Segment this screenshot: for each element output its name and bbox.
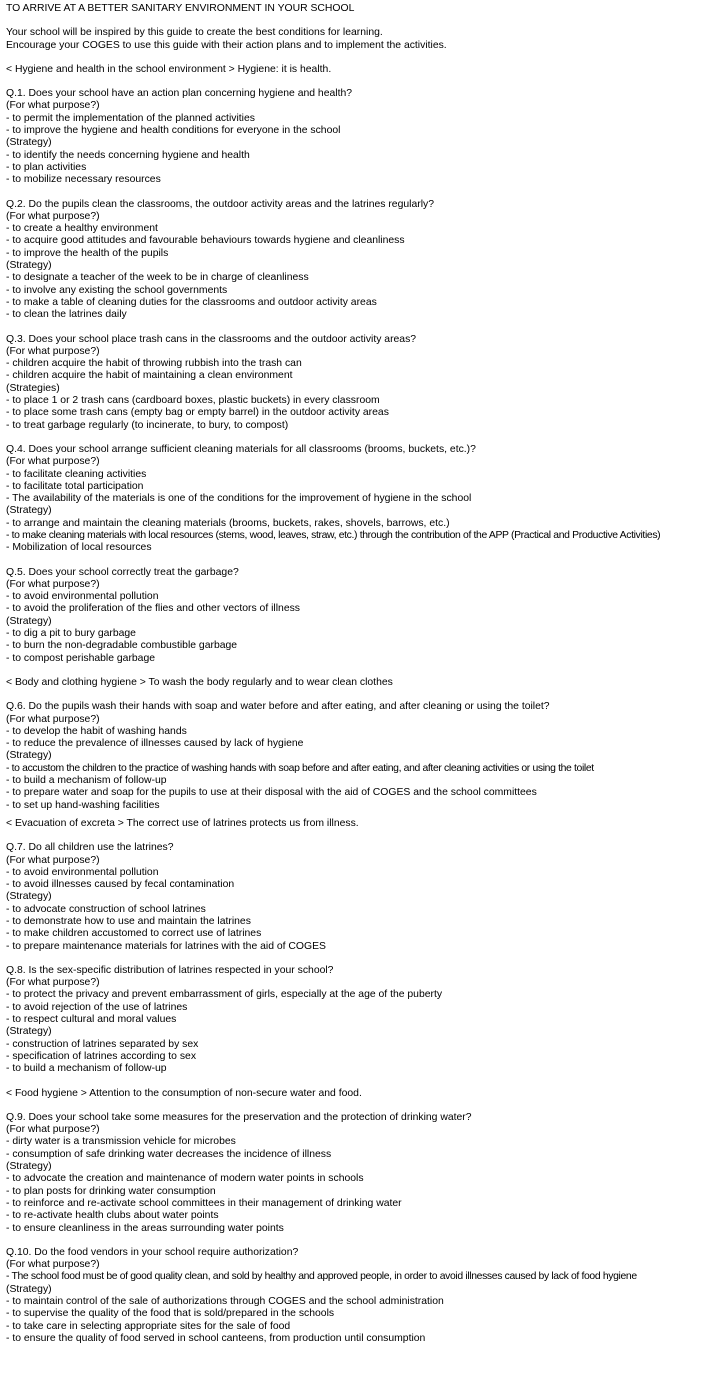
question-heading: Q.8. Is the sex-specific distribution of latrines respected in your school? xyxy=(6,964,334,976)
subheading-label: (Strategy) xyxy=(6,1026,52,1038)
bullet-item: - to improve the health of the pupils xyxy=(6,247,169,259)
bullet-item: - to facilitate cleaning activities xyxy=(6,468,147,480)
bullet-item: - to take care in selecting appropriate sites for the sale of food xyxy=(6,1320,291,1332)
subheading-label: (For what purpose?) xyxy=(6,210,100,222)
question-heading: Q.5. Does your school correctly treat the garbage? xyxy=(6,566,239,578)
subheading-label: (For what purpose?) xyxy=(6,100,100,112)
subheading-label: (For what purpose?) xyxy=(6,345,100,357)
question-heading: Q.4. Does your school arrange sufficient cleaning materials for all classrooms (brooms, buckets, etc.)? xyxy=(6,443,476,455)
bullet-item: - children acquire the habit of maintaining a clean environment xyxy=(6,370,293,382)
bullet-item: - to accustom the children to the practice of washing hands with soap before and after eating, and after cleaning activities or using the toilet xyxy=(6,762,594,774)
bullet-item: - to reinforce and re-activate school committees in their management of drinking water xyxy=(6,1197,402,1209)
bullet-item: - to dig a pit to bury garbage xyxy=(6,628,136,640)
bullet-item: - The availability of the materials is one of the conditions for the improvement of hygiene in the school xyxy=(6,493,472,505)
subheading-label: (Strategy) xyxy=(6,137,52,149)
bullet-item: - to supervise the quality of the food that is sold/prepared in the schools xyxy=(6,1308,335,1320)
bullet-item: - to build a mechanism of follow-up xyxy=(6,1063,167,1075)
bullet-item: - to advocate construction of school latrines xyxy=(6,903,206,915)
section-heading: < Evacuation of excreta > The correct use of latrines protects us from illness. xyxy=(6,817,359,829)
bullet-item: - specification of latrines according to sex xyxy=(6,1050,197,1062)
intro-line: Your school will be inspired by this guide to create the best conditions for learning. xyxy=(6,27,383,39)
bullet-item: - to create a healthy environment xyxy=(6,223,158,235)
subheading-label: (Strategy) xyxy=(6,615,52,627)
bullet-item: - Mobilization of local resources xyxy=(6,542,152,554)
bullet-item: - to avoid environmental pollution xyxy=(6,591,159,603)
bullet-item: - to treat garbage regularly (to incinerate, to bury, to compost) xyxy=(6,419,289,431)
question-heading: Q.10. Do the food vendors in your school require authorization? xyxy=(6,1246,299,1258)
subheading-label: (Strategy) xyxy=(6,891,52,903)
bullet-item: - to avoid environmental pollution xyxy=(6,866,159,878)
subheading-label: (Strategy) xyxy=(6,750,52,762)
subheading-label: (For what purpose?) xyxy=(6,977,100,989)
bullet-item: - to compost perishable garbage xyxy=(6,652,156,664)
bullet-item: - to re-activate health clubs about water points xyxy=(6,1210,219,1222)
section-heading: < Body and clothing hygiene > To wash the body regularly and to wear clean clothes xyxy=(6,676,393,688)
bullet-item: - construction of latrines separated by sex xyxy=(6,1038,199,1050)
bullet-item: - to ensure the quality of food served in school canteens, from production until consumption xyxy=(6,1332,426,1344)
question-block xyxy=(6,1112,710,1235)
bullet-item: - to prepare maintenance materials for latrines with the aid of COGES xyxy=(6,940,326,952)
bullet-item: - to involve any existing the school governments xyxy=(6,284,228,296)
question-block xyxy=(6,88,710,186)
bullet-item: - to advocate the creation and maintenance of modern water points in schools xyxy=(6,1173,364,1185)
question-block xyxy=(6,1247,710,1345)
question-block xyxy=(6,701,710,812)
subheading-label: (For what purpose?) xyxy=(6,1259,100,1271)
subheading-label: (Strategy) xyxy=(6,505,52,517)
bullet-item: - to reduce the prevalence of illnesses caused by lack of hygiene xyxy=(6,738,304,750)
subheading-label: (Strategy) xyxy=(6,1161,52,1173)
question-heading: Q.7. Do all children use the latrines? xyxy=(6,842,174,854)
bullet-item: - to facilitate total participation xyxy=(6,480,144,492)
question-block xyxy=(6,444,710,555)
bullet-item: - to set up hand-washing facilities xyxy=(6,799,160,811)
bullet-item: - to arrange and maintain the cleaning materials (brooms, buckets, rakes, shovels, barrows, etc.) xyxy=(6,517,450,529)
bullet-item: - to prepare water and soap for the pupils to use at their disposal with the aid of COGES and the school committees xyxy=(6,787,537,799)
section-heading: < Hygiene and health in the school environment > Hygiene: it is health. xyxy=(6,63,332,75)
bullet-item: - consumption of safe drinking water decreases the incidence of illness xyxy=(6,1148,332,1160)
bullet-item: - to demonstrate how to use and maintain the latrines xyxy=(6,916,251,927)
question-heading: Q.9. Does your school take some measures for the preservation and the protection of drinking water? xyxy=(6,1111,472,1123)
bullet-item: - The school food must be of good quality clean, and sold by healthy and approved people, in order to avoid illnesses caused by lack of food hygiene xyxy=(6,1271,637,1283)
bullet-item: - to ensure cleanliness in the areas surrounding water points xyxy=(6,1222,284,1234)
document-title: TO ARRIVE AT A BETTER SANITARY ENVIRONMENT IN YOUR SCHOOL xyxy=(6,3,355,14)
bullet-item: - to build a mechanism of follow-up xyxy=(6,775,167,787)
content-blocks xyxy=(6,64,710,1345)
bullet-item: - to avoid rejection of the use of latrines xyxy=(6,1001,188,1013)
intro-line: Encourage your COGES to use this guide with their action plans and to implement the activities. xyxy=(6,39,447,51)
bullet-item: - to avoid illnesses caused by fecal contamination xyxy=(6,879,235,891)
bullet-item: - to mobilize necessary resources xyxy=(6,174,161,186)
question-heading: Q.1. Does your school have an action plan concerning hygiene and health? xyxy=(6,88,353,100)
intro xyxy=(6,27,710,52)
bullet-item: - to develop the habit of washing hands xyxy=(6,725,187,737)
bullet-item: - to burn the non-degradable combustible garbage xyxy=(6,640,238,652)
subheading-label: (Strategies) xyxy=(6,382,60,394)
bullet-item: - to plan activities xyxy=(6,161,87,173)
question-heading: Q.6. Do the pupils wash their hands with soap and water before and after eating, and after cleaning or using the toilet? xyxy=(6,701,550,713)
subheading-label: (Strategy) xyxy=(6,1283,52,1295)
bullet-item: - to place some trash cans (empty bag or empty barrel) in the outdoor activity areas xyxy=(6,407,389,419)
bullet-item: - to plan posts for drinking water consumption xyxy=(6,1185,216,1197)
subheading-label: (Strategy) xyxy=(6,260,52,272)
bullet-item: - to improve the hygiene and health conditions for everyone in the school xyxy=(6,125,341,137)
bullet-item: - children acquire the habit of throwing rubbish into the trash can xyxy=(6,358,302,370)
question-block xyxy=(6,965,710,1076)
subheading-label: (For what purpose?) xyxy=(6,456,100,468)
bullet-item: - to avoid the proliferation of the flies and other vectors of illness xyxy=(6,603,300,615)
question-block xyxy=(6,567,710,665)
question-block xyxy=(6,334,710,432)
bullet-item: - to clean the latrines daily xyxy=(6,309,127,321)
question-block xyxy=(6,199,710,322)
bullet-item: - to make a table of cleaning duties for the classrooms and outdoor activity areas xyxy=(6,296,377,308)
question-heading: Q.2. Do the pupils clean the classrooms, the outdoor activity areas and the latrines regularly? xyxy=(6,198,434,210)
bullet-item: - dirty water is a transmission vehicle for microbes xyxy=(6,1136,236,1148)
bullet-item: - to identify the needs concerning hygiene and health xyxy=(6,149,250,161)
question-block xyxy=(6,842,710,953)
bullet-item: - to permit the implementation of the planned activities xyxy=(6,112,255,124)
bullet-item: - to acquire good attitudes and favourable behaviours towards hygiene and cleanliness xyxy=(6,235,405,247)
subheading-label: (For what purpose?) xyxy=(6,854,100,866)
subheading-label: (For what purpose?) xyxy=(6,1124,100,1136)
question-heading: Q.3. Does your school place trash cans in the classrooms and the outdoor activity areas? xyxy=(6,333,417,345)
bullet-item: - to respect cultural and moral values xyxy=(6,1014,177,1026)
bullet-item: - to place 1 or 2 trash cans (cardboard boxes, plastic buckets) in every classroom xyxy=(6,395,380,407)
bullet-item: - to make cleaning materials with local resources (stems, wood, leaves, straw, etc.) through the contribution of the APP (Practical and Productive Activities) xyxy=(6,529,661,541)
bullet-item: - to protect the privacy and prevent embarrassment of girls, especially at the age of the puberty xyxy=(6,989,443,1001)
subheading-label: (For what purpose?) xyxy=(6,578,100,590)
bullet-item: - to maintain control of the sale of authorizations through COGES and the school administration xyxy=(6,1296,444,1308)
section-heading: < Food hygiene > Attention to the consumption of non-secure water and food. xyxy=(6,1087,362,1099)
subheading-label: (For what purpose?) xyxy=(6,713,100,725)
bullet-item: - to make children accustomed to correct use of latrines xyxy=(6,928,262,940)
bullet-item: - to designate a teacher of the week to be in charge of cleanliness xyxy=(6,272,309,284)
